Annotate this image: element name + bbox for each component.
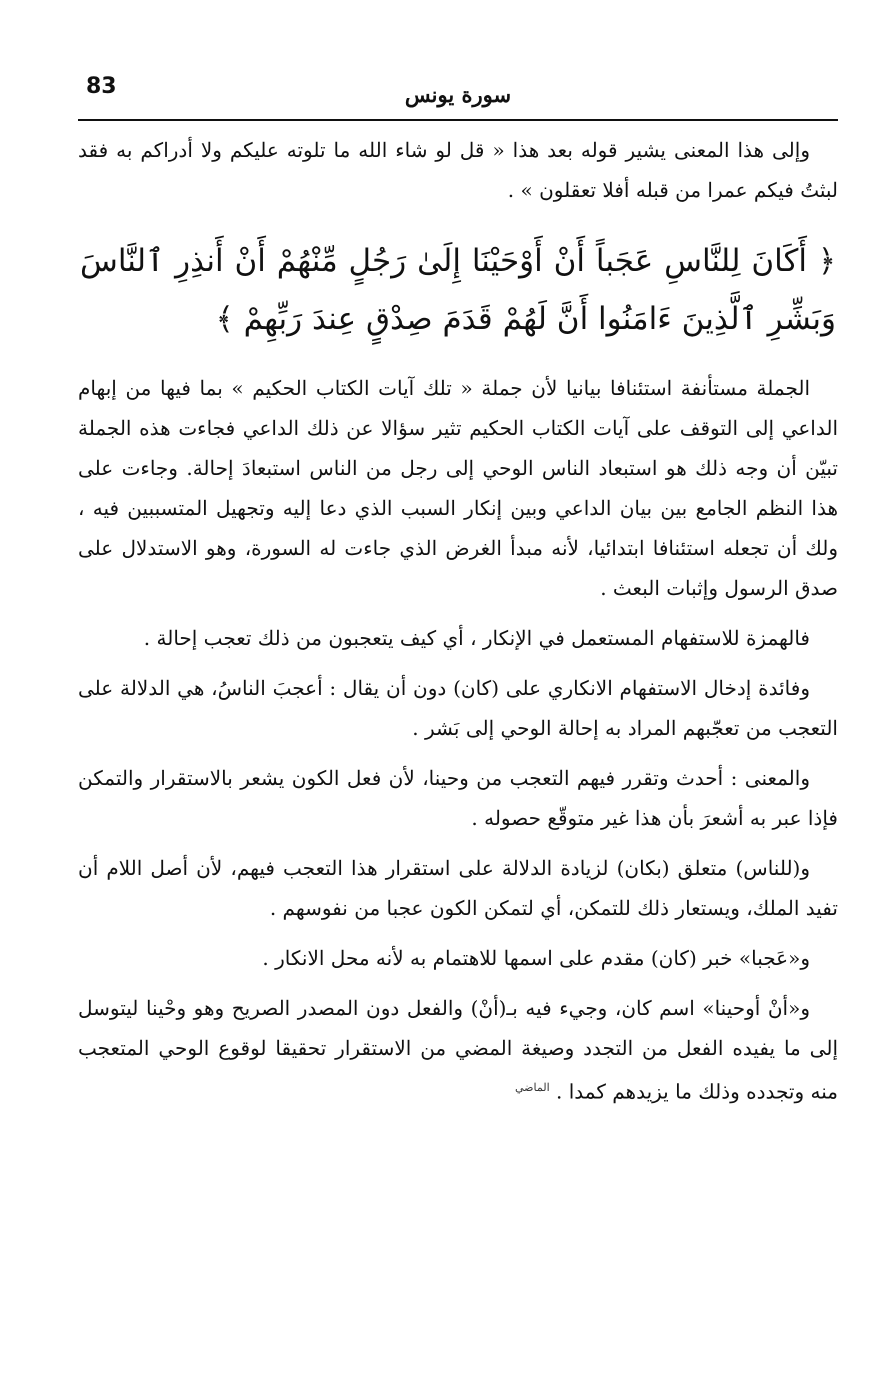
book-page (78, 70, 838, 1330)
paragraph-hamza: فالهمزة للاستفهام المستعمل في الإنكار ، أي كيف يتعجبون من ذلك تعجب إحالة . (143, 626, 810, 650)
paragraph-awhayna-text: و«أنْ أوحينا» اسم كان، وجيء فيه بـ(أنْ) والفعل دون المصدر الصريح وهو وحْينا ليتوسل إلى ما يفيده الفعل من التجدد وصيغة المضي من الاستقرار تحقيقا لوقوع الوحي المتعجب منه وتجدده وذلك ما يزيدهم كمدا . (78, 996, 838, 1104)
marginal-handwritten-note: الماضي (515, 1081, 550, 1094)
quran-verse: ﴿ أَكَانَ لِلنَّاسِ عَجَباً أَنْ أَوْحَيْنَا إِلَىٰ رَجُلٍ مِّنْهُمْ أَنْ أَنذِرِ ٱلنَّاسَ وَبَشِّرِ ٱلَّذِينَ ءَامَنُوا أَنَّ لَهُمْ قَدَمَ صِدْقٍ عِندَ رَبِّهِمْ ﴾ (80, 243, 836, 337)
running-title: سورة يونس (404, 82, 512, 107)
paragraph-commentary: الجملة مستأنفة استئنافا بيانيا لأن جملة « تلك آيات الكتاب الحكيم » بما فيها من إبهام الداعي إلى التوقف على آيات الكتاب الحكيم تثير سؤالا عن ذلك الداعي فجاءت هذه الجملة تبيّن أن وجه ذلك هو استبعاد الناس الوحي إلى رجل من الناس استبعادَ إحالة. وجاءت على هذا النظم الجامع بين بيان الداعي وبين إنكار السبب الذي دعا إليه وتجهيل المتسببين فيه ، ولك أن تجعله استئنافا ابتدائيا، لأنه مبدأ الغرض الذي جاءت له السورة، وهو الاستدلال على صدق الرسول وإثبات البعث . (78, 376, 838, 600)
paragraph-ajaba: و«عَجبا» خبر (كان) مقدم على اسمها للاهتمام به لأنه محل الانكار . (262, 946, 810, 970)
page-body (78, 130, 838, 1122)
page-number: 83 (86, 74, 117, 99)
paragraph-benefit: وفائدة إدخال الاستفهام الانكاري على (كان) دون أن يقال : أعجبَ الناسُ، هي الدلالة على التعجب من تعجّبهم المراد به إحالة الوحي إلى بَشر . (78, 676, 838, 740)
paragraph-intro: وإلى هذا المعنى يشير قوله بعد هذا « قل لو شاء الله ما تلوته عليكم ولا أدراكم به فقد لبثتُ فيكم عمرا من قبله أفلا تعقلون » . (78, 138, 838, 202)
paragraph-lilnas: و(للناس) متعلق (بكان) لزيادة الدلالة على استقرار هذا التعجب فيهم، لأن أصل اللام أن تفيد الملك، ويستعار ذلك للتمكن، أي لتمكن الكون عجبا من نفوسهم . (78, 856, 838, 920)
header-rule (78, 119, 838, 121)
paragraph-awhayna (78, 988, 838, 1112)
paragraph-meaning: والمعنى : أحدث وتقرر فيهم التعجب من وحينا، لأن فعل الكون يشعر بالاستقرار والتمكن فإذا عبر به أشعرَ بأن هذا غير متوقّع حصوله . (78, 766, 838, 830)
